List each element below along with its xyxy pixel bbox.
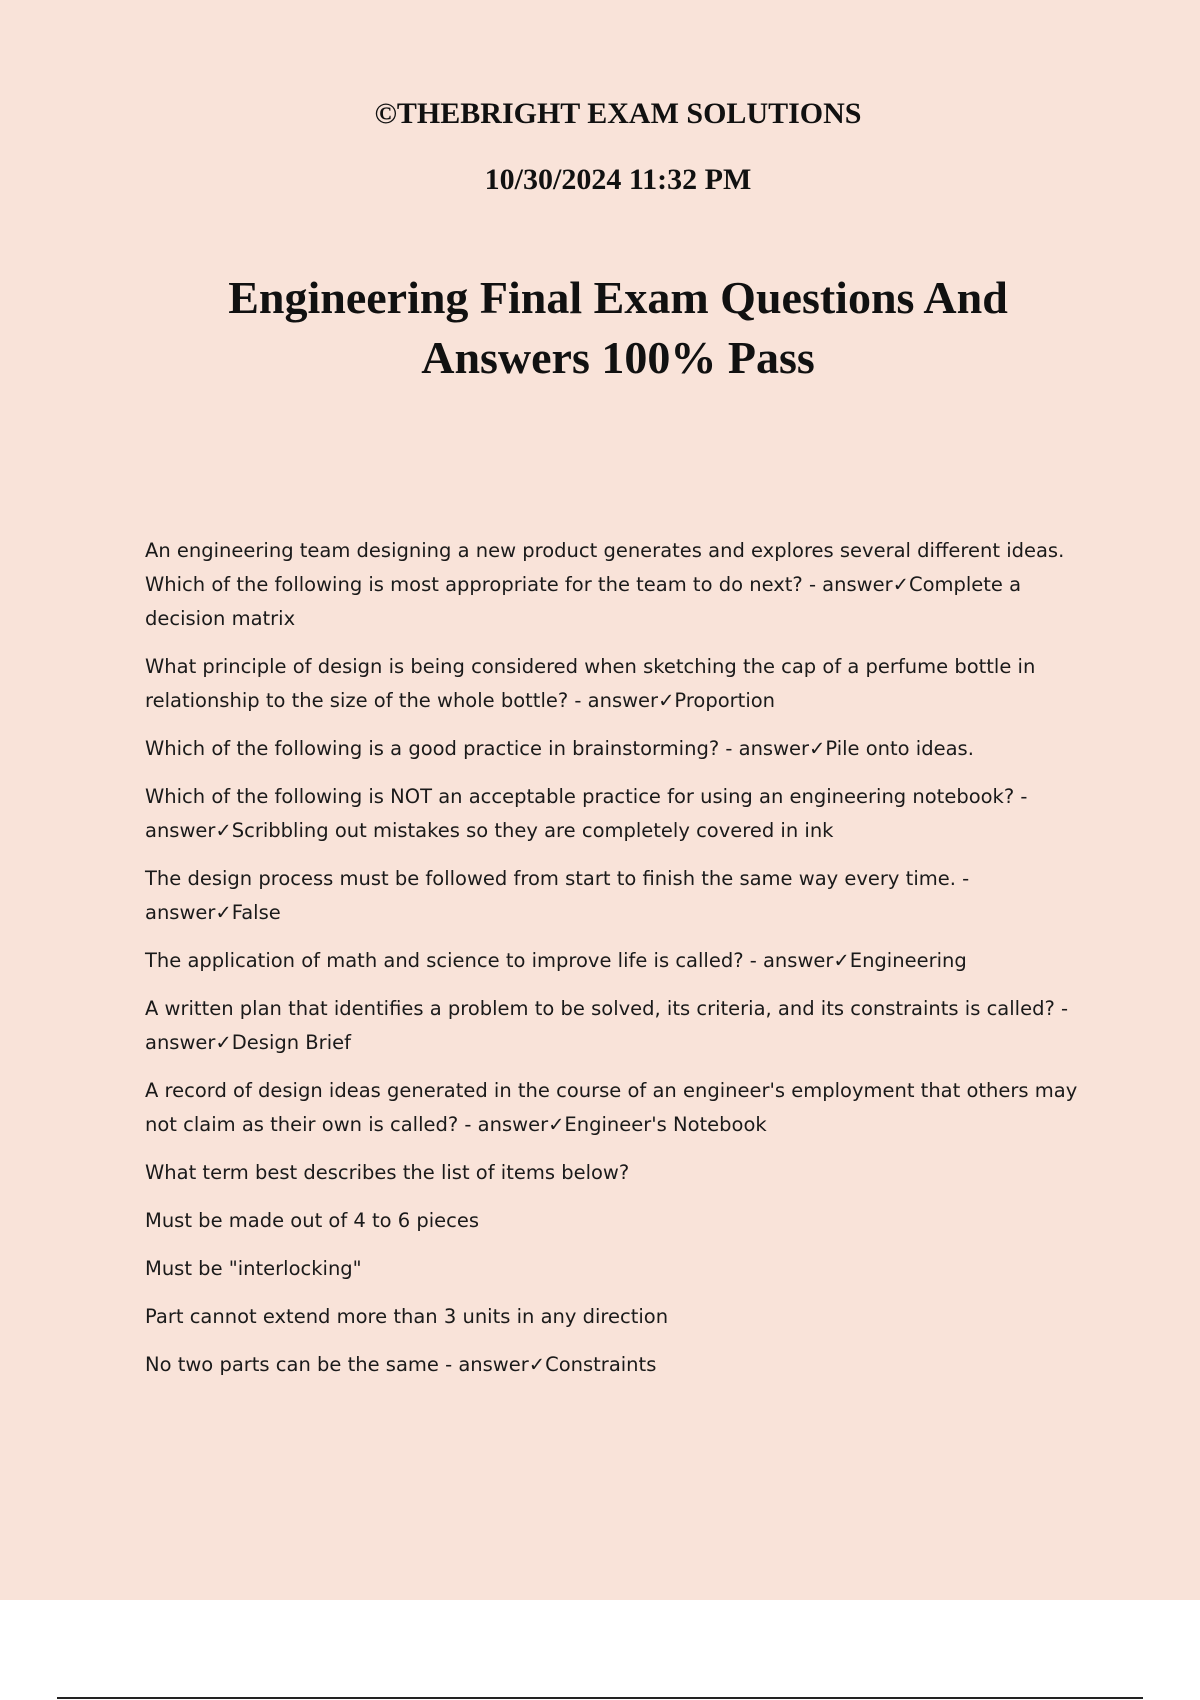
qa-item: The design process must be followed from start to finish the same way every time. - answer✓False [145, 867, 970, 924]
print-timestamp: 10/30/2024 11:32 PM [484, 163, 752, 196]
footer-divider [57, 1697, 1143, 1699]
qa-item: What principle of design is being considered when sketching the cap of a perfume bottle in relationship to the size of the whole bottle? - answer✓Proportion [145, 655, 1036, 712]
document-title-line-1: Engineering Final Exam Questions And [228, 272, 1008, 323]
qa-item: Must be made out of 4 to 6 pieces [145, 1209, 480, 1232]
qa-item: An engineering team designing a new product generates and explores several different ideas. Which of the following is most appropriate for the team to do next? - answer✓Complete a decision matrix [145, 539, 1065, 630]
qa-item: Part cannot extend more than 3 units in any direction [145, 1305, 669, 1328]
document-title [0, 268, 1200, 388]
qa-item: No two parts can be the same - answer✓Constraints [145, 1353, 657, 1376]
qa-item: A record of design ideas generated in the course of an engineer's employment that others may not claim as their own is called? - answer✓Engineer's Notebook [145, 1079, 1078, 1136]
qa-item: Which of the following is NOT an acceptable practice for using an engineering notebook? - answer✓Scribbling out mistakes so they are completely covered in ink [145, 785, 1028, 842]
qa-item: Must be "interlocking" [145, 1257, 362, 1280]
qa-item: A written plan that identifies a problem to be solved, its criteria, and its constraints is called? - answer✓Design Brief [145, 997, 1069, 1054]
qa-item: The application of math and science to improve life is called? - answer✓Engineering [145, 949, 967, 972]
question-answer-list [145, 534, 1085, 1396]
document-title-line-2: Answers 100% Pass [421, 332, 815, 383]
copyright-header: ©THEBRIGHT EXAM SOLUTIONS [374, 97, 862, 130]
qa-item: Which of the following is a good practice in brainstorming? - answer✓Pile onto ideas. [145, 737, 974, 760]
qa-item: What term best describes the list of items below? [145, 1161, 630, 1184]
